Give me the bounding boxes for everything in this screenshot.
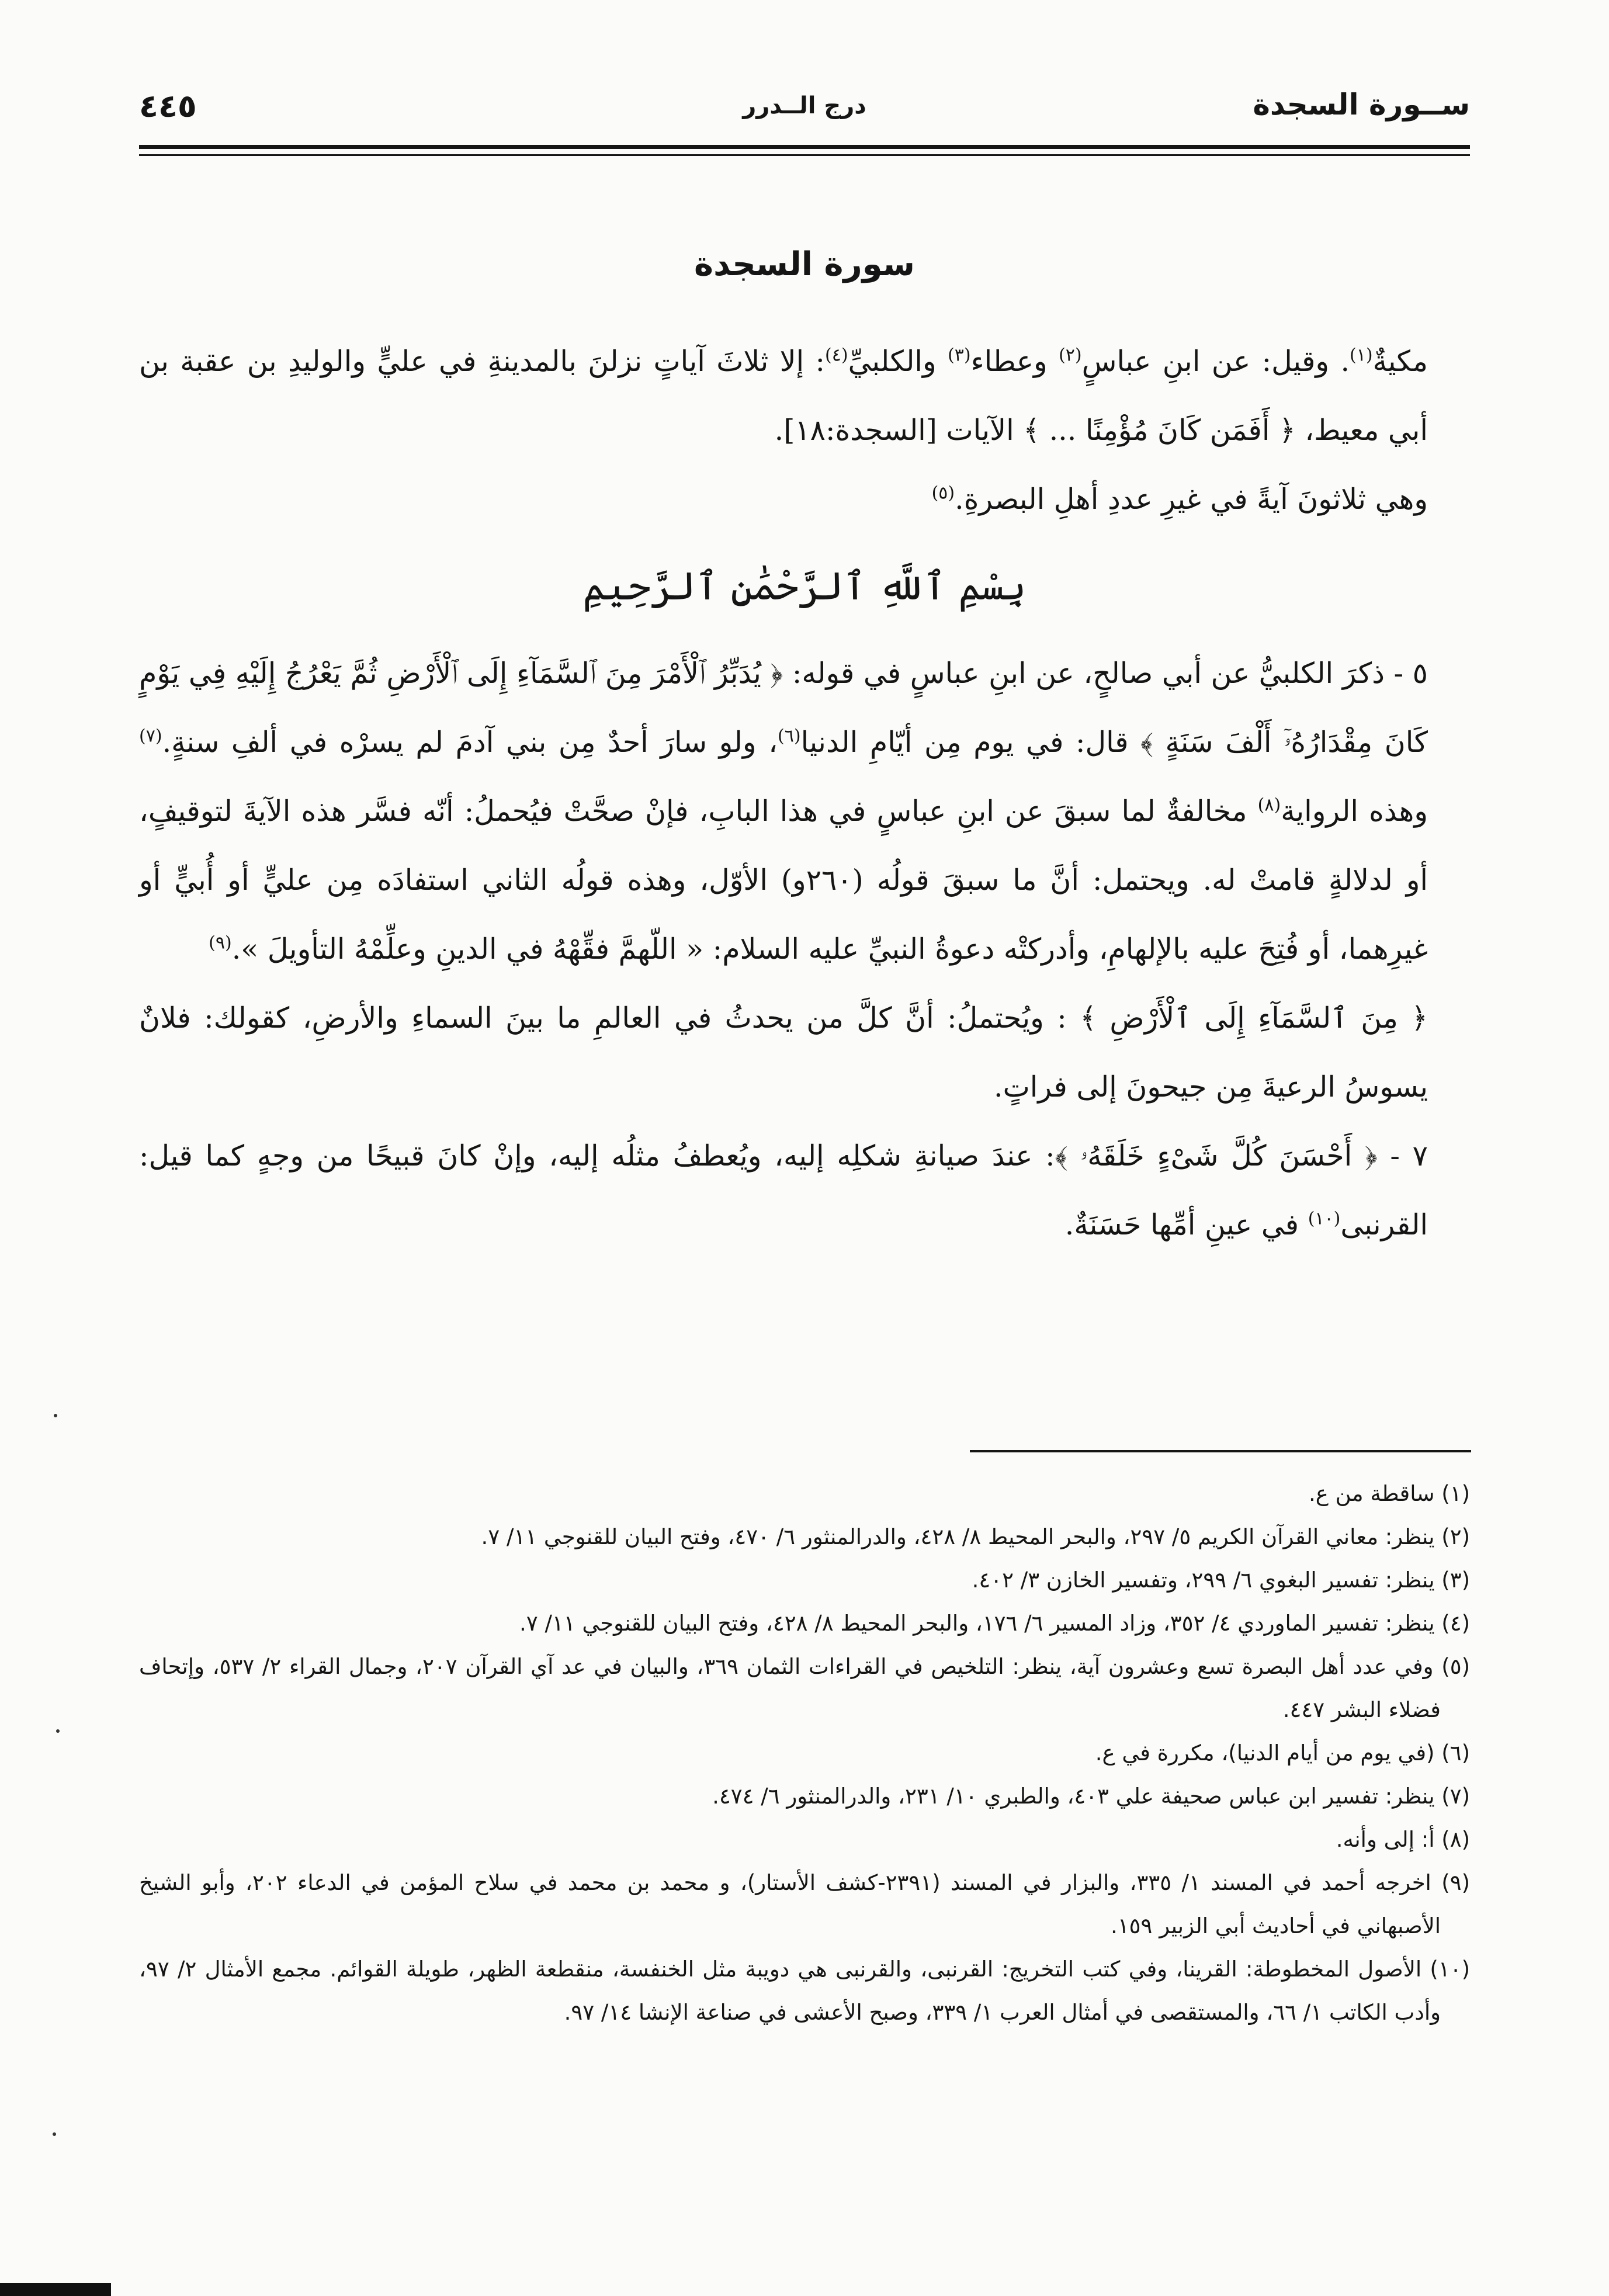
footnote-ref: (٣)	[948, 345, 971, 366]
scan-speck	[53, 2132, 56, 2136]
footnote: (٢) ينظر: معاني القرآن الكريم ٥/ ٢٩٧، والبحر المحيط ٨/ ٤٢٨، والدرالمنثور ٦/ ٤٧٠، وفتح البيان للقنوجي ١١/ ٧.	[481, 1524, 1470, 1549]
intro-paragraph	[139, 327, 1470, 465]
text-run: : إلا ثلاثَ آياتٍ نزلنَ بالمدينةِ في عليٍّ والوليدِ بن عقبة بن أبي معيط، ﴿ أَفَمَن كَانَ مُؤْمِنًا ... ﴾ الآيات [السجدة:١٨].	[139, 345, 1428, 447]
text-run: وهذه الرواية	[1281, 795, 1428, 828]
footnote: (٩) اخرجه أحمد في المسند ١/ ٣٣٥، والبزار في المسند (٢٣٩١-كشف الأستار)، و محمد بن محمد في سلاح المؤمن في الدعاء ٢٠٢، وأبو الشيخ الأصبهاني في أحاديث أبي الزبير ١٥٩.	[139, 1870, 1471, 1938]
page-number: ٤٤٥	[139, 88, 197, 124]
text-run: وهي ثلاثونَ آيةً في غيرِ عددِ أهلِ البصرةِ.	[955, 483, 1428, 516]
footnote: (٥) وفي عدد أهل البصرة تسع وعشرون آية، ينظر: التلخيص في القراءات الثمان ٣٦٩، والبيان في عد آي القرآن ٢٠٧، وجمال القراء ٢/ ٥٣٧، وإتحاف فضلاء البشر ٤٤٧.	[139, 1654, 1470, 1722]
text-run: ، ولو سارَ أحدٌ مِن بني آدمَ لم يسرْه في ألفِ سنةٍ.	[162, 726, 778, 759]
footnote: (٤) ينظر: تفسير الماوردي ٤/ ٣٥٢، وزاد المسير ٦/ ١٧٦، والبحر المحيط ٨/ ٤٢٨، وفتح البيان للقنوجي ١١/ ٧.	[519, 1611, 1470, 1636]
commentary-verse-5	[139, 639, 1470, 984]
main-text	[139, 327, 1470, 1260]
footnote: (٨) أ: إلى وأنه.	[1336, 1827, 1470, 1852]
footnote: (٣) ينظر: تفسير البغوي ٦/ ٢٩٩، وتفسير الخازن ٣/ ٤٠٢.	[972, 1567, 1470, 1593]
text-run: . وقيل: عن ابنِ عباسٍ	[1081, 345, 1350, 378]
text-run: ٥ - ذكرَ الكلبيُّ عن أبي صالحٍ، عن ابنِ عباسٍ في قوله: ﴿ يُدَبِّرُ ٱلْأَمْرَ مِنَ ٱلسَّمَآءِ إِلَى ٱلْأَرْضِ ثُمَّ يَعْرُجُ إِلَيْهِ فِي يَوْمٍ كَانَ مِقْدَارُهُۥٓ أَلْفَ سَنَةٍ ﴾ قال: في يوم مِن أيّامِ الدنيا	[139, 657, 1428, 759]
verse-count-paragraph	[139, 465, 1470, 534]
text-run: وعطاء	[970, 345, 1059, 378]
footnote-ref: (٦)	[778, 726, 801, 747]
footnote: (٧) ينظر: تفسير ابن عباس صحيفة علي ٤٠٣، والطبري ١٠/ ٢٣١، والدرالمنثور ٦/ ٤٧٤.	[712, 1784, 1470, 1809]
commentary-verse-7	[139, 1122, 1470, 1260]
basmala: بِسْمِ ٱللَّهِ ٱلرَّحْمَٰنِ ٱلرَّحِيمِ	[582, 564, 1027, 609]
header-rule-thick	[139, 145, 1470, 149]
footnote-ref: (٩)	[209, 932, 232, 953]
scan-speck	[56, 1729, 60, 1733]
footnotes	[139, 1472, 1470, 2034]
footnote-ref: (١٠)	[1308, 1208, 1341, 1229]
header-surah-name: ســورة السجدة	[1253, 88, 1470, 122]
header-rule-thin	[139, 154, 1470, 156]
text-run: ٧ - ﴿ أَحْسَنَ كُلَّ شَىْءٍ خَلَقَهُۥ ﴾: عندَ صيانةِ شكلِه إليه، ويُعطفُ مثلُه إليه، وإنْ كانَ قبيحًا من وجهٍ كما قيل: القرنبى	[139, 1139, 1428, 1241]
footnote-ref: (٧)	[139, 726, 162, 747]
commentary-min-al-samaa: ﴿ مِنَ ٱلسَّمَآءِ إِلَى ٱلْأَرْضِ ﴾ : ويُحتملُ: أنَّ كلَّ من يحدثُ في العالمِ ما بينَ السماءِ والأرضِ، كقولك: فلانٌ يسوسُ الرعيةَ مِن جيحونَ إلى فراتٍ.	[139, 1001, 1428, 1104]
footnote: (٦) (في يوم من أيام الدنيا)، مكررة في ع.	[1095, 1740, 1470, 1766]
footnote-ref: (٤)	[825, 345, 848, 366]
footnote-ref: (٥)	[931, 483, 955, 504]
text-run: في عينِ أمِّها حَسَنَةٌ.	[1064, 1208, 1308, 1241]
scan-edge-mark	[0, 2283, 111, 2296]
running-header	[139, 88, 1470, 137]
scan-speck	[54, 1414, 57, 1417]
footnote: (١٠) الأصول المخطوطة: القرينا، وفي كتب التخريج: القرنبى، والقرنبى هي دويبة مثل الخنفسة، منقطعة الظهر، طويلة القوائم. مجمع الأمثال ٢/ ٩٧، وأدب الكاتب ١/ ٦٦، والمستقصى في أمثال العرب ١/ ٣٣٩، وصبح الأعشى في صناعة الإنشا ١٤/ ٩٧.	[139, 1957, 1470, 2025]
text-run: والكلبيِّ	[848, 345, 948, 378]
text-run: مخالفةٌ لما سبقَ عن ابنِ عباسٍ في هذا البابِ، فإنْ صحَّتْ فيُحملُ: أنّه فسَّر هذه الآيةَ لتوقيفٍ، أو لدلالةٍ قامتْ له. ويحتمل: أنَّ ما سبقَ قولُه (٢٦٠و) الأوّل، وهذه قولُه الثاني استفادَه مِن عليٍّ أو أُبيٍّ أو غيرِهما، أو فُتِحَ عليه بالإلهامِ، وأدركتْه دعوةُ النبيِّ عليه السلام: « اللّهمَّ فقِّهْهُ في الدينِ وعلِّمْهُ التأويلَ ».	[139, 795, 1428, 966]
footnote-ref: (٨)	[1257, 795, 1281, 816]
header-book-title: درج الــدرر	[743, 92, 866, 119]
chapter-title: سورة السجدة	[694, 245, 915, 283]
footnote: (١) ساقطة من ع.	[1308, 1481, 1470, 1506]
footnote-separator	[970, 1450, 1471, 1452]
text-run: مكيةٌ	[1372, 345, 1428, 378]
footnote-ref: (١)	[1350, 345, 1373, 366]
footnote-ref: (٢)	[1059, 345, 1082, 366]
